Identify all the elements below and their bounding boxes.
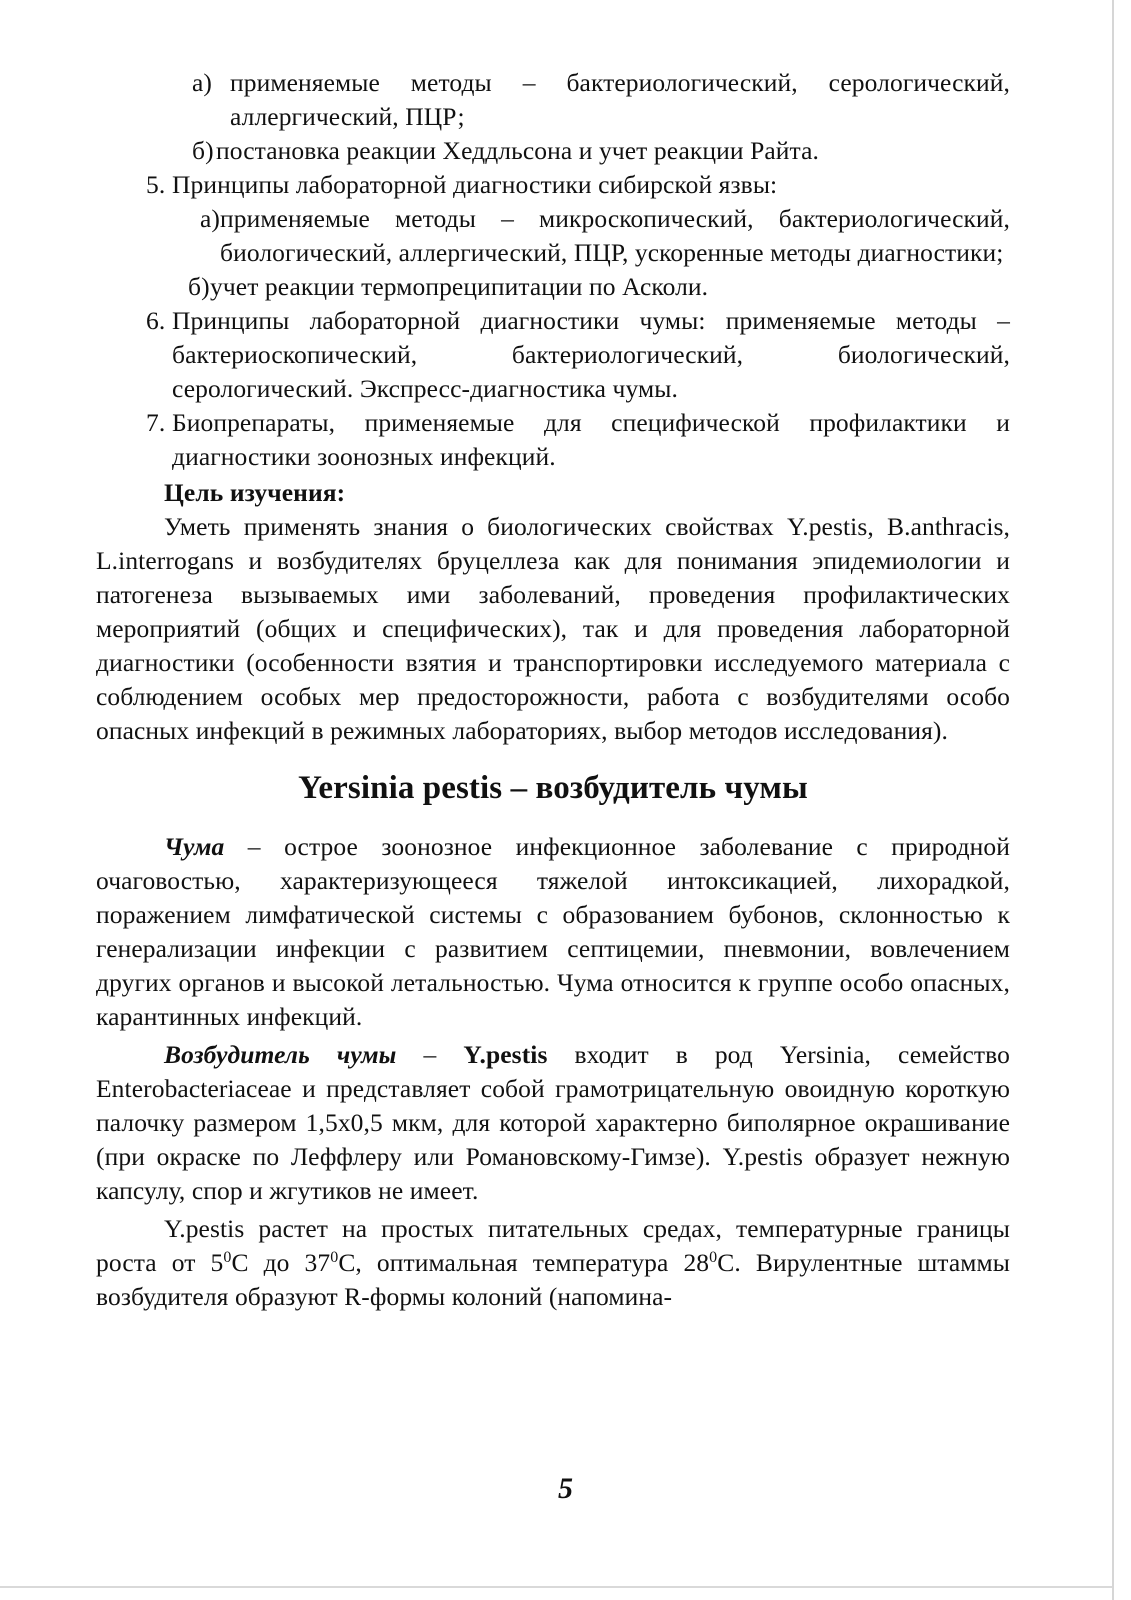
list-item-text: Принципы лабораторной диагностики сибирской язвы: — [172, 170, 778, 199]
term-plague: Чума — [164, 832, 225, 861]
page-edge-bottom — [0, 1586, 1112, 1588]
page-number: 5 — [557, 1472, 574, 1505]
list-item-6 — [96, 304, 1010, 406]
list-item-4a — [96, 66, 1010, 134]
list-marker: 7. — [146, 408, 166, 437]
goal-paragraph: Уметь применять знания о биологических свойствах Y.pestis, B.anthracis, L.interrogans и возбудителях бруцеллеза как для понимания эпидемиологии и патогенеза вызываемых ими заболеваний, проведения профилактических мероприятий (общих и специфических), так и для проведения лабораторной диагностики (особенности взятия и транспортировки исследуемого материала с соблюдением особых мер предосторожности, работа с возбудителями особо опасных инфекций в режимных лабораториях, выбор методов исследования). — [96, 512, 1010, 745]
page-edge-right — [1112, 0, 1114, 1600]
species-name: Y.pestis — [463, 1040, 548, 1069]
list-marker: 6. — [146, 306, 166, 335]
dash: – — [396, 1040, 464, 1069]
degree-sup: 0 — [330, 1249, 339, 1266]
paragraph-text: – острое зоонозное инфекционное заболевание с природной очаговостью, характеризующееся тяжелой интоксикацией, лихорадкой, поражением лимфатической системы с образованием бубонов, склонностью к генерализации инфекции с развитием септицемии, пневмонии, вовлечением других органов и высокой летальностью. Чума относится к группе особо опасных, карантинных инфекций. — [96, 832, 1010, 1031]
list-marker: 5. — [146, 170, 166, 199]
list-marker: а) — [192, 68, 213, 97]
list-item-text: применяемые методы – микроскопический, бактериологический, биологический, аллергический, ПЦР, ускоренные методы диагностики; — [220, 204, 1010, 267]
growth-paragraph — [96, 1212, 1010, 1314]
plague-definition-paragraph — [96, 830, 1010, 1034]
list-item-text: Биопрепараты, применяемые для специфической профилактики и диагностики зоонозных инфекций. — [172, 408, 1010, 471]
degree-sup: 0 — [223, 1249, 232, 1266]
list-item-text: учет реакции термопреципитации по Асколи. — [210, 272, 709, 301]
list-marker: б) — [188, 272, 210, 301]
pathogen-paragraph — [96, 1038, 1010, 1208]
list-item-7 — [96, 406, 1010, 474]
list-item-5b — [96, 270, 1010, 304]
paragraph-text: входит в род Yersinia, семейство Enterobacteriaceae и представляет собой грамотрицательную овоидную короткую палочку размером 1,5х0,5 мкм, для которой характерно биполярное окрашивание (при окраске по Леффлеру или Романовскому-Гимзе). Y.pestis образует нежную капсулу, спор и жгутиков не имеет. — [96, 1040, 1010, 1205]
list-item-text: постановка реакции Хеддльсона и учет реакции Райта. — [216, 136, 819, 165]
paragraph-text: С, оптимальная температура 28 — [338, 1248, 710, 1277]
list-item-5a — [96, 202, 1010, 270]
list-marker: б) — [192, 136, 214, 165]
paragraph-text: С. Вирулентные штаммы возбудителя образуют R-формы колоний (напомина- — [96, 1248, 1010, 1311]
list-item-text: применяемые методы – бактериологический, серологический, аллергический, ПЦР; — [230, 68, 1010, 131]
paragraph-text: С до 37 — [231, 1248, 331, 1277]
goal-heading: Цель изучения: — [164, 478, 346, 507]
paragraph-text: Y.pestis растет на простых питательных средах, температурные границы роста от 5 — [96, 1214, 1010, 1277]
page-content — [96, 66, 1010, 1314]
section-title: Yersinia pestis – возбудитель чумы — [298, 770, 808, 806]
list-marker: а) — [200, 204, 221, 233]
list-item-text: Принципы лабораторной диагностики чумы: применяемые методы – бактериоскопический, бактериологический, биологический, серологический. Экспресс-диагностика чумы. — [172, 306, 1010, 403]
term-pathogen: Возбудитель чумы — [164, 1040, 397, 1069]
list-item-5 — [96, 168, 1010, 202]
list-item-4b — [96, 134, 1010, 168]
degree-sup: 0 — [709, 1249, 718, 1266]
